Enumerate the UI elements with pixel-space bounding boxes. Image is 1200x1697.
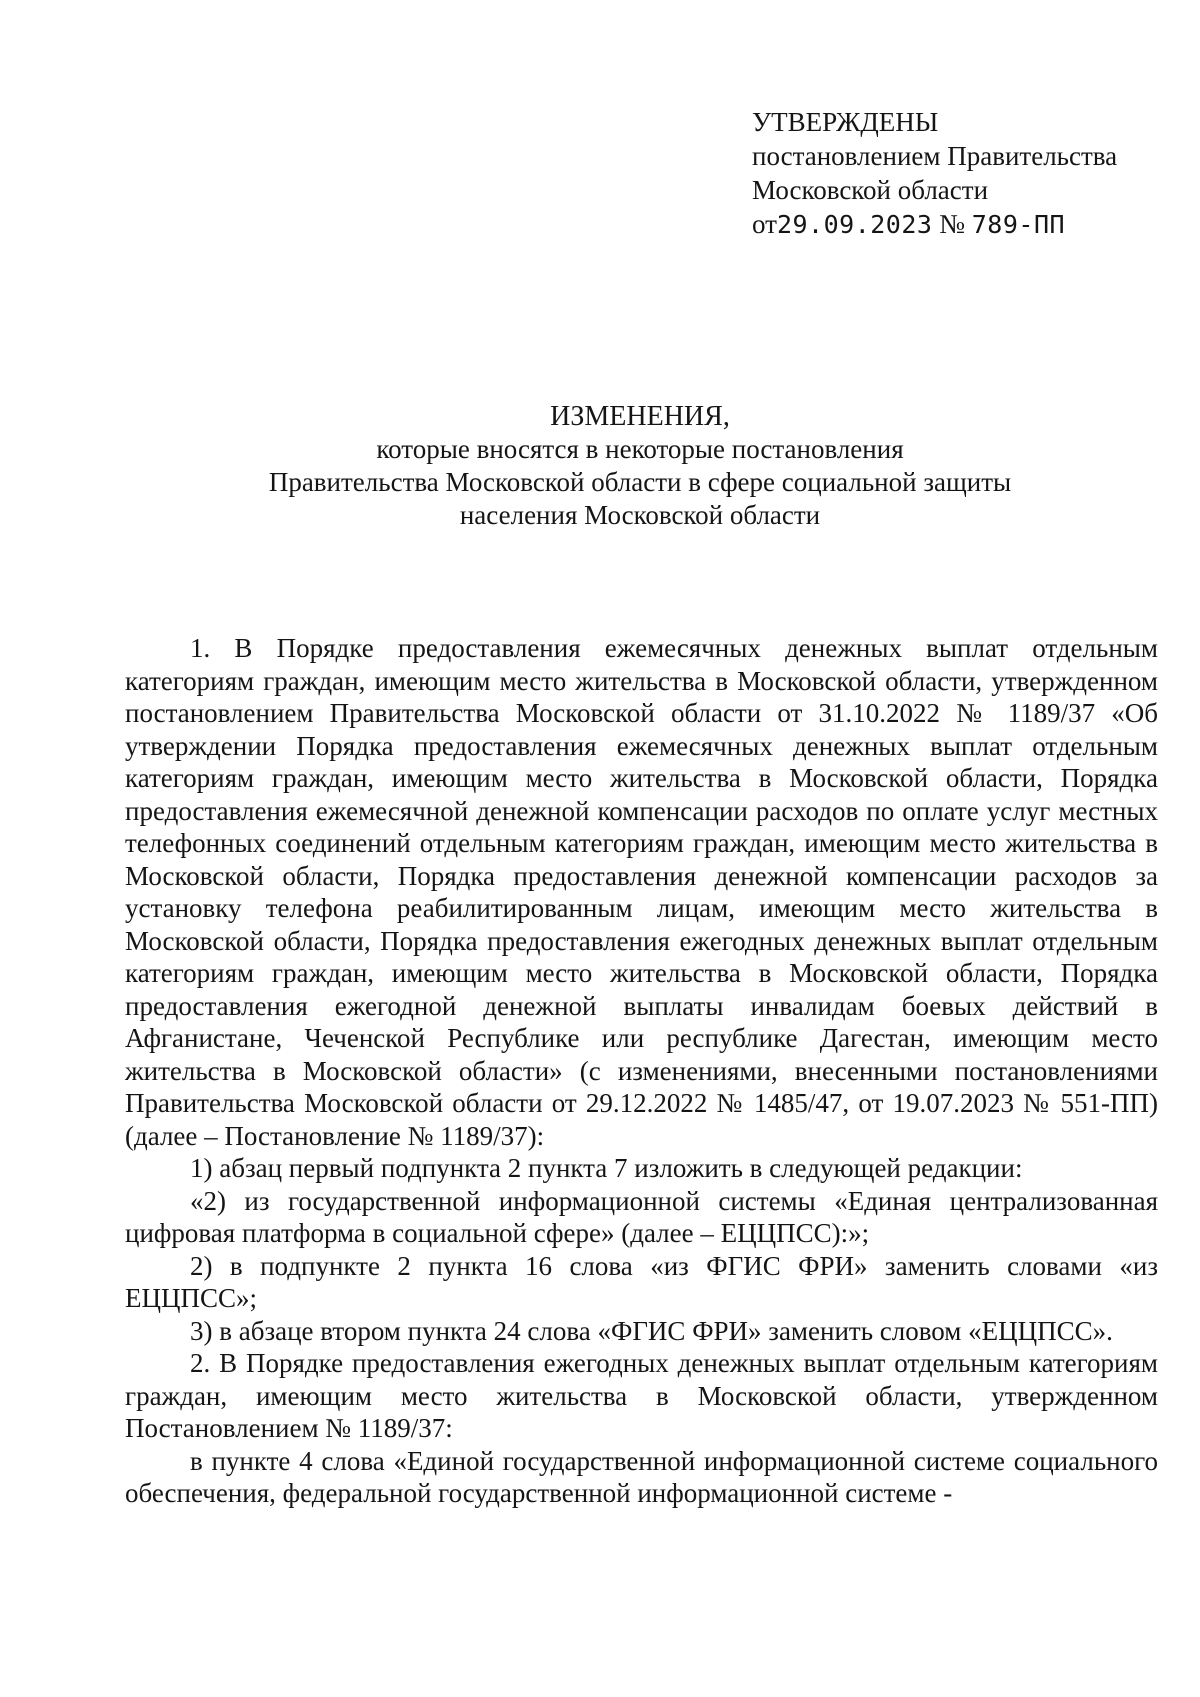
approval-stamp [752, 105, 1172, 242]
paragraph-1-item-1-text: «2) из государственной информационной системы «Единая централизованная цифровая платформа в социальной сфере» (далее – ЕЦЦПСС):»; [125, 1185, 1158, 1248]
title-line-3: населения Московской области [459, 500, 821, 530]
title-line-2: Правительства Московской области в сфере социальной защиты [268, 467, 1012, 497]
approval-date-line [752, 207, 1172, 242]
paragraph-1-item-3: 3) в абзаце втором пункта 24 слова «ФГИС ФРИ» заменить словом «ЕЦЦПСС». [190, 1315, 1113, 1346]
paragraph-1: 1. В Порядке предоставления ежемесячных денежных выплат отдельным категориям граждан, имеющим место жительства в Московской области, утвержденном постановлением Правительства Московской области от 31.10.2022 № 1189/37 «Об утверждении Порядка предоставления ежемесячных денежных выплат отдельным категориям граждан, имеющим место жительства в Московской области, Порядка предоставления ежемесячной денежной компенсации расходов по оплате услуг местных телефонных соединений отдельным категориям граждан, имеющим место жительства в Московской области, Порядка предоставления денежной компенсации расходов за установку телефона реабилитированным лицам, имеющим место жительства в Московской области, Порядка предоставления ежегодных денежных выплат отдельным категориям граждан, имеющим место жительства в Московской области, Порядка предоставления ежегодной денежной выплаты инвалидам боевых действий в Афганистане, Чеченской Республике или республике Дагестан, имеющим место жительства в Московской области» (с изменениями, внесенными постановлениями Правительства Московской области от 29.12.2022 № 1485/47, от 19.07.2023 № 551-ПП) (далее – Постановление № 1189/37): [125, 633, 1158, 1151]
approved-region-line: Московской области [752, 175, 989, 205]
approved-by-line: постановлением Правительства [752, 141, 1118, 171]
title-line-1: которые вносятся в некоторые постановления [376, 434, 904, 464]
date-prefix: от [752, 209, 777, 239]
document-body [125, 632, 1158, 1510]
number-prefix: № [939, 209, 965, 239]
approved-label: УТВЕРЖДЕНЫ [752, 107, 939, 137]
approval-number: 789-ПП [971, 210, 1066, 239]
paragraph-1-item-1: 1) абзац первый подпункта 2 пункта 7 изложить в следующей редакции: [190, 1153, 1023, 1183]
paragraph-2-text: в пункте 4 слова «Единой государственной информационной системе социального обеспечения, федеральной государственной информационной системе - [125, 1445, 1158, 1508]
paragraph-1-item-2: 2) в подпункте 2 пункта 16 слова «из ФГИС ФРИ» заменить словами «из ЕЦЦПСС»; [125, 1250, 1158, 1313]
paragraph-2: 2. В Порядке предоставления ежегодных денежных выплат отдельным категориям граждан, имеющим место жительства в Московской области, утвержденном Постановлением № 1189/37: [125, 1348, 1158, 1443]
approval-date: 29.09.2023 [776, 210, 933, 239]
title-main: ИЗМЕНЕНИЯ, [550, 401, 730, 432]
document-title [120, 400, 1160, 532]
